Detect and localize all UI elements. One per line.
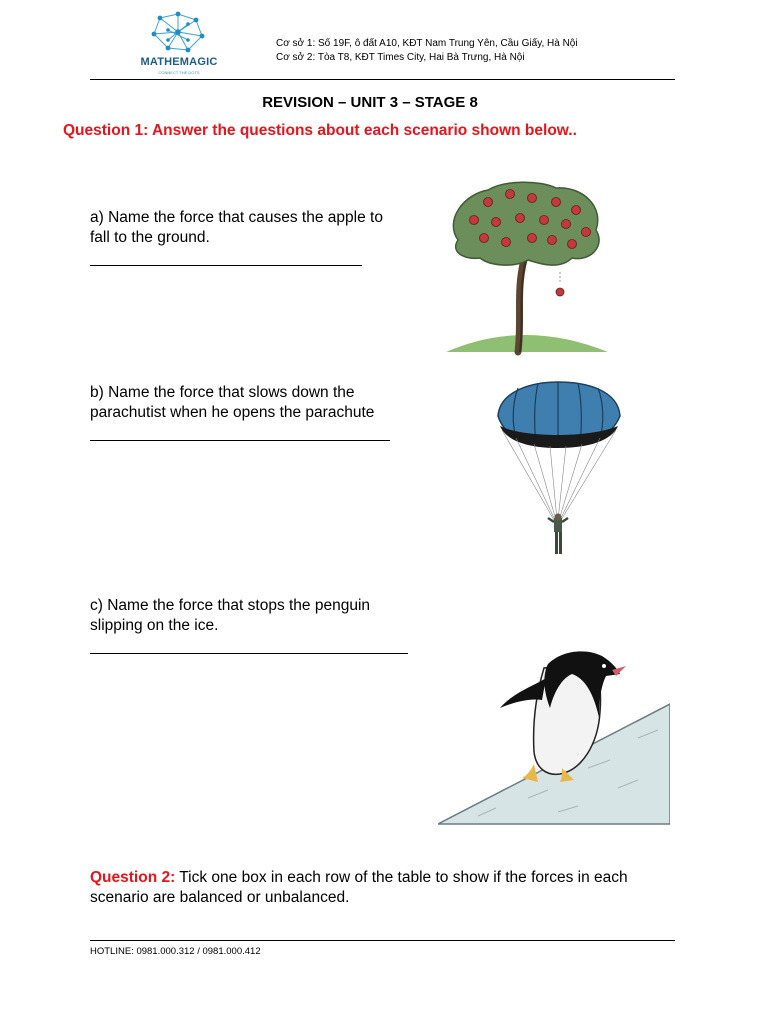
question-2-line-1: Tick one box in each row of the table to show if the forces in each bbox=[175, 869, 628, 886]
logo-tagline: CONNECT THE DOTS bbox=[158, 70, 200, 75]
question-1c-text bbox=[90, 596, 370, 636]
question-2-text bbox=[90, 868, 690, 908]
question-2-line-2: scenario are balanced or unbalanced. bbox=[90, 889, 350, 906]
question-1b-line-1: b) Name the force that slows down the bbox=[90, 384, 355, 401]
question-1b-text bbox=[90, 383, 374, 423]
address-line-1: Cơ sở 1: Số 19F, ô đất A10, KĐT Nam Trung Yên, Cầu Giấy, Hà Nội bbox=[276, 38, 578, 49]
apple-tree-picture bbox=[444, 180, 610, 356]
penguin-on-ice-picture bbox=[438, 648, 670, 826]
parachutist-picture bbox=[494, 380, 624, 560]
logo-network-icon bbox=[138, 10, 220, 56]
question-1a-line-2: fall to the ground. bbox=[90, 229, 210, 246]
page-title: REVISION – UNIT 3 – STAGE 8 bbox=[262, 94, 478, 111]
question-1c-line-2: slipping on the ice. bbox=[90, 617, 219, 634]
mathemagic-logo bbox=[138, 10, 220, 76]
hotline-text: HOTLINE: 0981.000.312 / 0981.000.412 bbox=[90, 946, 261, 957]
question-2-label: Question 2: bbox=[90, 869, 176, 886]
question-1a-text bbox=[90, 208, 383, 248]
question-1-heading: Question 1: Answer the questions about each scenario shown below.. bbox=[63, 122, 577, 139]
question-1b-line-2: parachutist when he opens the parachute bbox=[90, 404, 375, 421]
question-1c-line-1: c) Name the force that stops the penguin bbox=[90, 597, 371, 614]
footer-divider bbox=[90, 940, 675, 941]
answer-line-1c[interactable] bbox=[90, 653, 408, 654]
header-divider bbox=[90, 79, 675, 80]
question-1a-line-1: a) Name the force that causes the apple to bbox=[90, 209, 383, 226]
logo-wordmark: MATHEMAGIC bbox=[140, 56, 218, 68]
answer-line-1b[interactable] bbox=[90, 440, 390, 441]
answer-line-1a[interactable] bbox=[90, 265, 362, 266]
address-line-2: Cơ sở 2: Tòa T8, KĐT Times City, Hai Bà Trưng, Hà Nội bbox=[276, 52, 525, 63]
